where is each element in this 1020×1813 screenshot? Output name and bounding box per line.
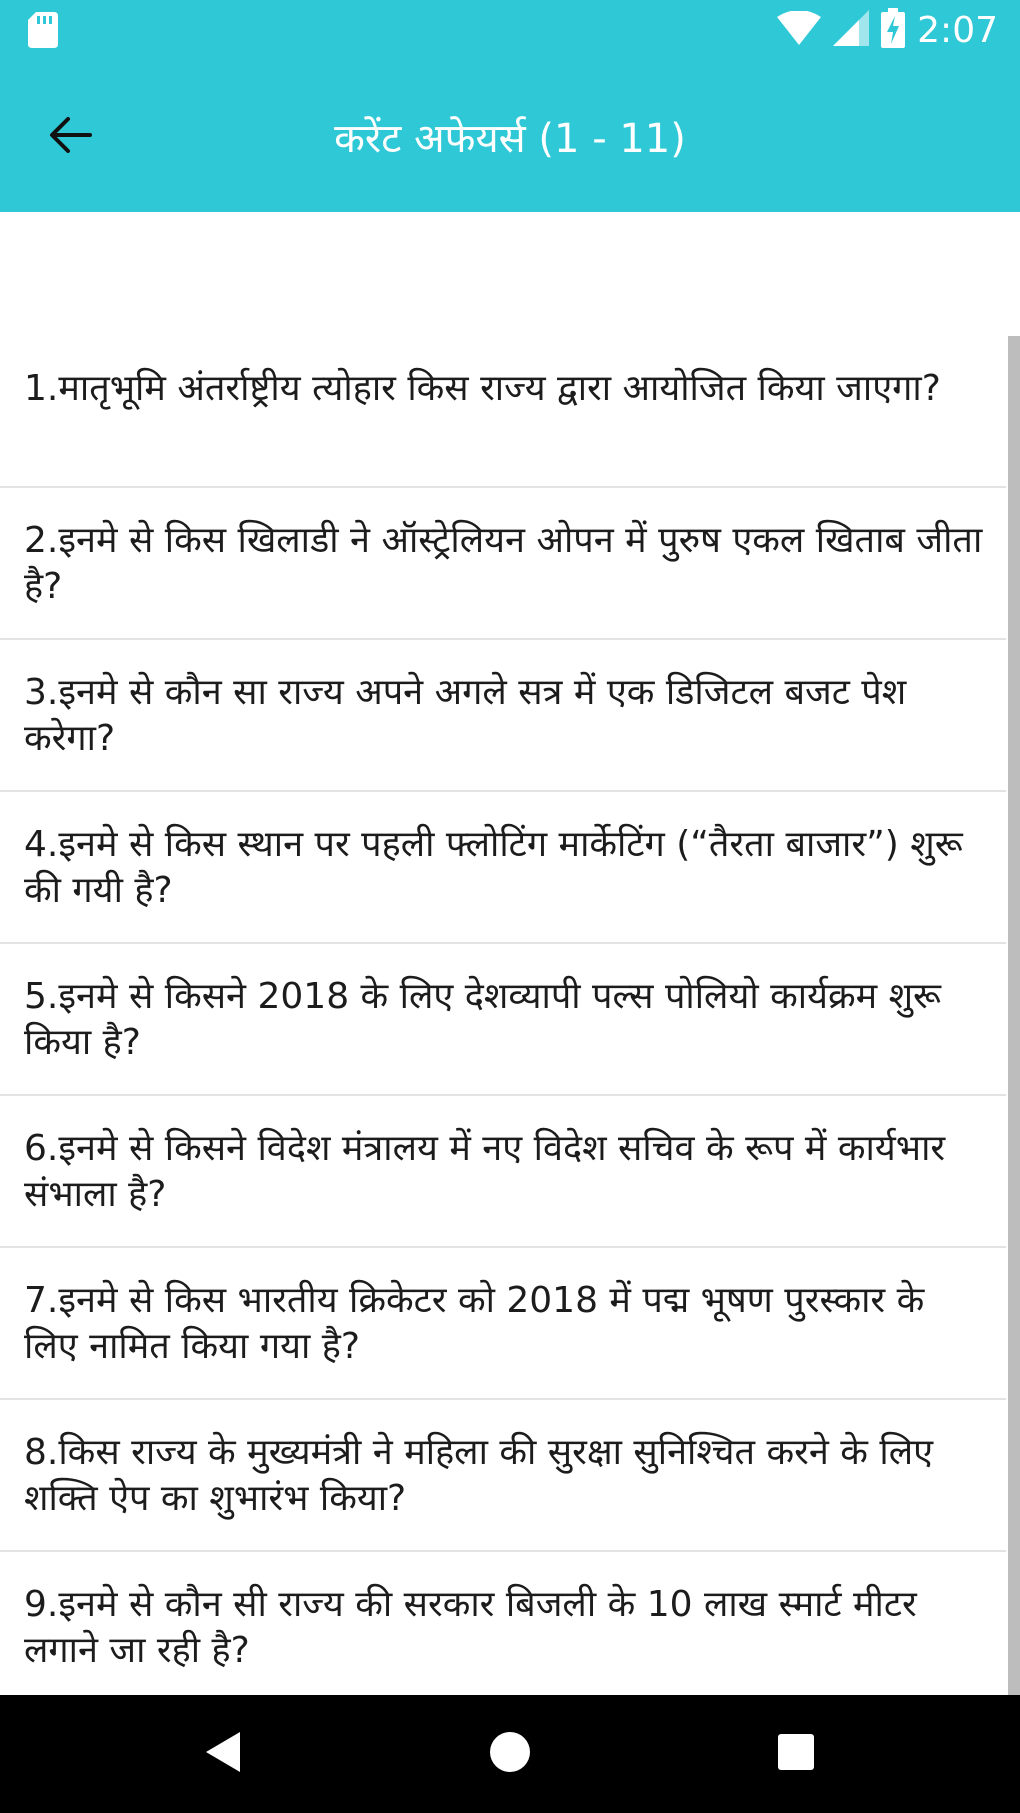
question-item-5[interactable]: 5.इनमे से किसने 2018 के लिए देशव्यापी पल्स पोलियो कार्यक्रम शुरू किया है? (0, 944, 1006, 1096)
nav-recents-button[interactable] (736, 1695, 856, 1813)
question-item-8[interactable]: 8.किस राज्य के मुख्यमंत्री ने महिला की सुरक्षा सुनिश्चित करने के लिए शक्ति ऐप का शुभारंभ किया? (0, 1400, 1006, 1552)
navigation-bar (0, 1695, 1020, 1813)
recents-square-icon (777, 1733, 815, 1775)
sd-card-icon (28, 12, 58, 52)
page-title: करेंट अफेयर्स (1 - 11) (334, 116, 686, 162)
clock-time: 2:07 (917, 9, 998, 51)
scrollbar[interactable] (1008, 336, 1020, 1791)
question-item-3[interactable]: 3.इनमे से कौन सा राज्य अपने अगले सत्र में एक डिजिटल बजट पेश करेगा? (0, 640, 1006, 792)
status-bar (0, 0, 1020, 61)
nav-back-button[interactable] (162, 1695, 282, 1813)
question-item-9[interactable]: 9.इनमे से कौन सी राज्य की सरकार बिजली के 10 लाख स्मार्ट मीटर लगाने जा रही है? (0, 1552, 1006, 1704)
app-bar (0, 61, 1020, 212)
question-item-6[interactable]: 6.इनमे से किसने विदेश मंत्रालय में नए विदेश सचिव के रूप में कार्यभार संभाला है? (0, 1096, 1006, 1248)
back-triangle-icon (202, 1730, 242, 1778)
battery-charging-icon (881, 8, 905, 52)
question-item-1[interactable]: 1.मातृभूमि अंतर्राष्ट्रीय त्योहार किस राज्य द्वारा आयोजित किया जाएगा? (0, 336, 1006, 488)
question-item-2[interactable]: 2.इनमे से किस खिलाडी ने ऑस्ट्रेलियन ओपन में पुरुष एकल खिताब जीता है? (0, 488, 1006, 640)
nav-home-button[interactable] (450, 1695, 570, 1813)
question-list (0, 336, 1006, 1704)
wifi-icon (777, 11, 821, 49)
question-item-7[interactable]: 7.इनमे से किस भारतीय क्रिकेटर को 2018 में पद्म भूषण पुरस्कार के लिए नामित किया गया है? (0, 1248, 1006, 1400)
question-item-4[interactable]: 4.इनमे से किस स्थान पर पहली फ्लोटिंग मार्केटिंग (“तैरता बाजार”) शुरू की गयी है? (0, 792, 1006, 944)
home-circle-icon (489, 1731, 531, 1777)
signal-icon (833, 10, 869, 50)
